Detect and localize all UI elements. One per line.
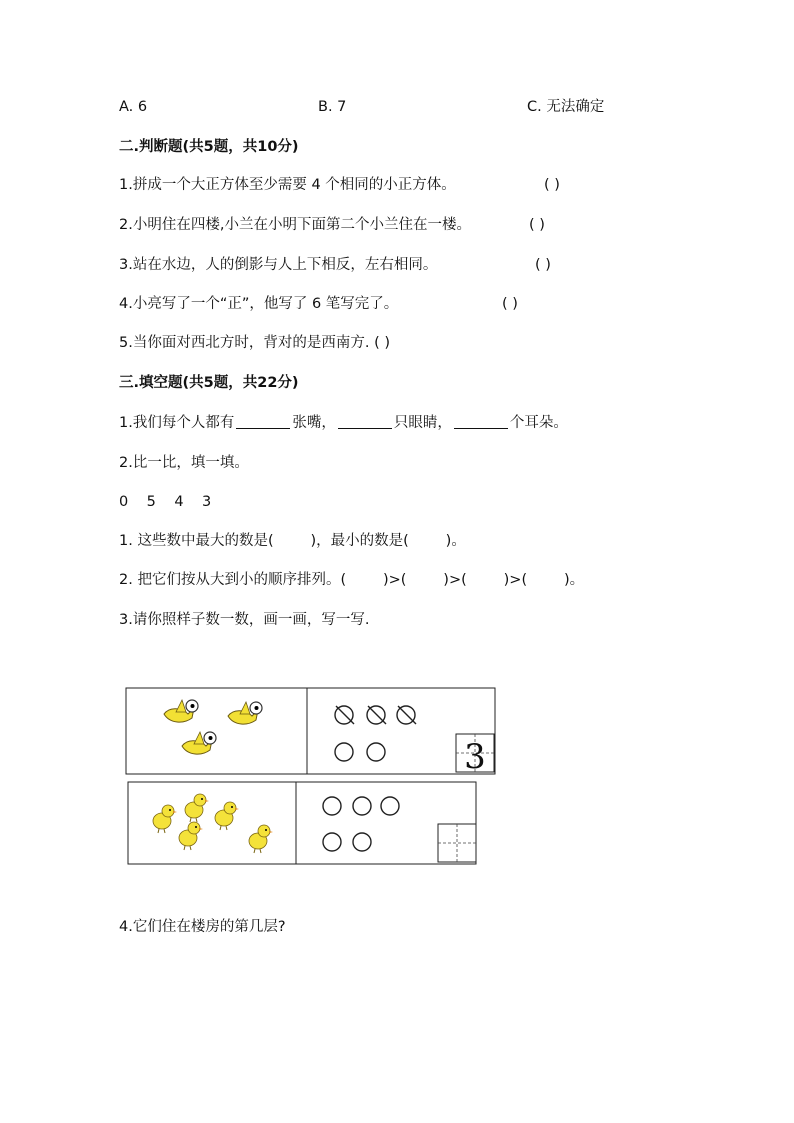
question-text: 张嘴， <box>292 415 336 431</box>
answer-blank[interactable] <box>236 414 290 429</box>
question-text: 只眼睛， <box>393 415 452 431</box>
chick-icon <box>153 805 177 833</box>
choice-b: B. 7 <box>318 99 347 115</box>
judge-question-1 <box>119 175 560 195</box>
bird-icon <box>182 732 216 754</box>
fill-question-3-title: 3.请你照样子数一数，画一画，写一写. <box>119 612 370 628</box>
chick-icon <box>185 794 209 822</box>
bird-icon <box>228 702 262 724</box>
section-title-fill: 三.填空题(共5题，共22分) <box>119 375 299 391</box>
fill-question-2-sub-1: 1. 这些数中最大的数是( )，最小的数是( )。 <box>119 533 466 549</box>
fill-question-2-title: 2.比一比，填一填。 <box>119 455 249 471</box>
answer-blank[interactable] <box>454 414 508 429</box>
judge-question-3 <box>119 255 551 275</box>
section-title-judgement: 二.判断题(共5题，共10分) <box>119 139 299 155</box>
chick-icon <box>179 822 203 850</box>
answer-paren[interactable]: ( ) <box>502 296 518 312</box>
answer-paren[interactable]: ( ) <box>544 177 560 193</box>
question-text: 4.小亮写了一个“正”，他写了 6 笔写完了。 <box>119 296 399 312</box>
answer-grid-box <box>456 734 494 777</box>
choice-c: C. 无法确定 <box>527 99 605 115</box>
question-text: 1.我们每个人都有 <box>119 415 235 431</box>
bird-icon <box>164 700 198 722</box>
judge-question-5 <box>119 333 390 353</box>
crossed-circle-icon <box>335 706 416 724</box>
question-text: 5.当你面对西北方时，背对的是西南方. <box>119 335 370 351</box>
question-text: 个耳朵。 <box>509 415 568 431</box>
fill-question-2-sub-2: 2. 把它们按从大到小的顺序排列。( )>( )>( )>( )。 <box>119 572 585 588</box>
question-text: 2.小明住在四楼,小兰在小明下面第二个小兰住在一楼。 <box>119 217 471 233</box>
circle-icon <box>323 797 399 851</box>
fill-question-4-title: 4.它们住在楼房的第几层? <box>119 919 286 935</box>
answer-box <box>296 782 476 864</box>
choice-a: A. 6 <box>119 99 148 115</box>
chick-icon <box>249 825 273 853</box>
answer-grid-box[interactable] <box>438 824 476 862</box>
answer-paren[interactable]: ( ) <box>374 335 390 351</box>
fill-question-1 <box>119 413 568 433</box>
judge-question-2 <box>119 215 545 235</box>
question-text: 3.站在水边，人的倒影与人上下相反，左右相同。 <box>119 257 438 273</box>
number-list: 0 5 4 3 <box>119 494 212 510</box>
birds-box <box>126 688 307 774</box>
counting-figure <box>122 684 506 874</box>
answer-blank[interactable] <box>338 414 392 429</box>
chick-icon <box>215 802 239 830</box>
answer-paren[interactable]: ( ) <box>529 217 545 233</box>
judge-question-4 <box>119 294 518 314</box>
example-answer-number: 3 <box>464 737 486 777</box>
answer-paren[interactable]: ( ) <box>535 257 551 273</box>
question-text: 1.拼成一个大正方体至少需要 4 个相同的小正方体。 <box>119 177 456 193</box>
circle-icon <box>335 743 385 761</box>
